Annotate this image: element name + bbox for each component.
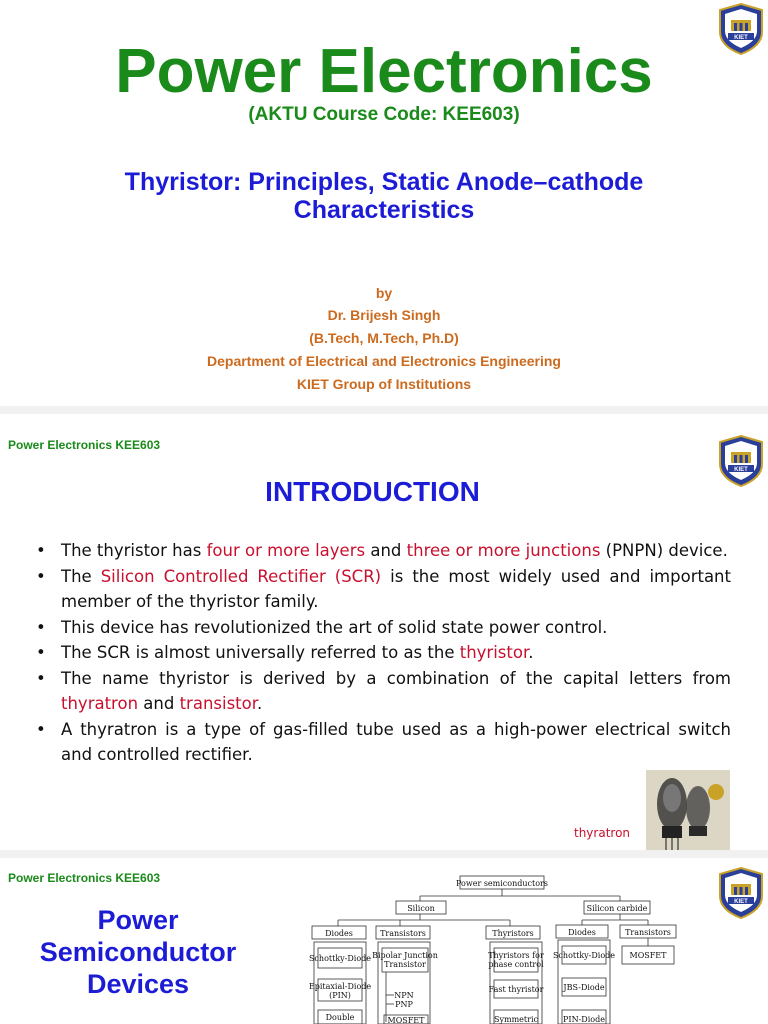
svg-text:KIET: KIET	[734, 35, 748, 41]
introduction-slide	[0, 414, 768, 850]
photo-caption: thyratron	[574, 826, 631, 840]
tree-node: Silicon carbide	[586, 904, 648, 913]
tree-node: Epitaxial-Diode	[308, 982, 372, 991]
tree-node: Transistor	[384, 960, 426, 969]
heading-line: Power	[97, 905, 179, 935]
subtitle-line: Thyristor: Principles, Static Anode–cathode	[124, 168, 644, 196]
bullet-list	[36, 538, 731, 768]
lecture-subtitle	[40, 168, 728, 224]
semiconductor-classification-diagram	[300, 870, 700, 1024]
subtitle-line: Characteristics	[293, 196, 475, 224]
course-footer: Power Electronics KEE603	[8, 871, 161, 885]
list-item: • The Silicon Controlled Rectifier (SCR) is the most widely used and important member of the thyristor family.	[36, 564, 731, 615]
slide-divider	[0, 406, 768, 414]
heading-line: Semiconductor	[39, 937, 237, 967]
course-footer: Power Electronics KEE603	[8, 438, 161, 452]
author-name: Dr. Brijesh Singh	[327, 307, 441, 323]
tree-node: Diodes	[325, 929, 353, 938]
department-name: Department of Electrical and Electronics Engineering	[207, 353, 561, 369]
thyratron-photo	[646, 770, 730, 850]
list-item: • The SCR is almost universally referred to as the thyristor.	[36, 640, 731, 666]
tree-node: Schottky-Diode	[552, 951, 616, 960]
slide-divider	[0, 850, 768, 858]
list-item: • A thyratron is a type of gas-filled tube used as a high-power electrical switch and controlled rectifier.	[36, 717, 731, 768]
tree-node: (PIN)	[329, 991, 351, 1000]
by-label: by	[375, 285, 393, 301]
tree-node: NPN	[394, 991, 414, 1000]
svg-text:KIET: KIET	[734, 899, 748, 905]
tree-node: Transistors	[625, 928, 671, 937]
svg-text:KIET: KIET	[734, 467, 748, 473]
list-item: • The thyristor has four or more layers and three or more junctions (PNPN) device.	[36, 538, 731, 564]
tree-node: MOSFET	[387, 1016, 425, 1024]
power-semiconductor-slide	[0, 858, 768, 1024]
author-degrees: (B.Tech, M.Tech, Ph.D)	[309, 330, 459, 346]
tree-node: Power semiconductors	[456, 879, 548, 888]
tree-node: JBS-Diode	[563, 983, 605, 992]
tree-node: Bipolar Junction	[372, 951, 438, 960]
institution-name: KIET Group of Institutions	[296, 376, 472, 392]
slide-heading: INTRODUCTION	[265, 476, 480, 507]
heading-line: Devices	[86, 969, 190, 999]
tree-node: Thyristors for	[488, 951, 544, 960]
kiet-logo-icon	[714, 866, 768, 920]
tree-node: MOSFET	[629, 951, 667, 960]
tree-node: Symmetric	[494, 1015, 538, 1024]
slide-heading	[18, 904, 258, 1000]
tree-node: Thyristors	[492, 929, 534, 938]
course-code: (AKTU Course Code: KEE603)	[248, 104, 520, 125]
title-slide	[0, 0, 768, 406]
list-item: • This device has revolutionized the art of solid state power control.	[36, 615, 731, 641]
list-item: • The name thyristor is derived by a combination of the capital letters from thyratron and transistor.	[36, 666, 731, 717]
tree-node: Schottky-Diode	[308, 954, 372, 963]
tree-node: Double	[325, 1013, 355, 1022]
tree-node: Diodes	[568, 928, 596, 937]
tree-node: Transistors	[380, 929, 426, 938]
tree-node: Fast thyristor	[488, 985, 544, 994]
tree-node: PIN-Diode	[563, 1015, 605, 1024]
tree-node: PNP	[395, 1000, 413, 1009]
tree-node: phase control	[488, 960, 544, 969]
tree-node: Silicon	[407, 904, 435, 913]
presentation-title: Power Electronics	[115, 37, 653, 106]
